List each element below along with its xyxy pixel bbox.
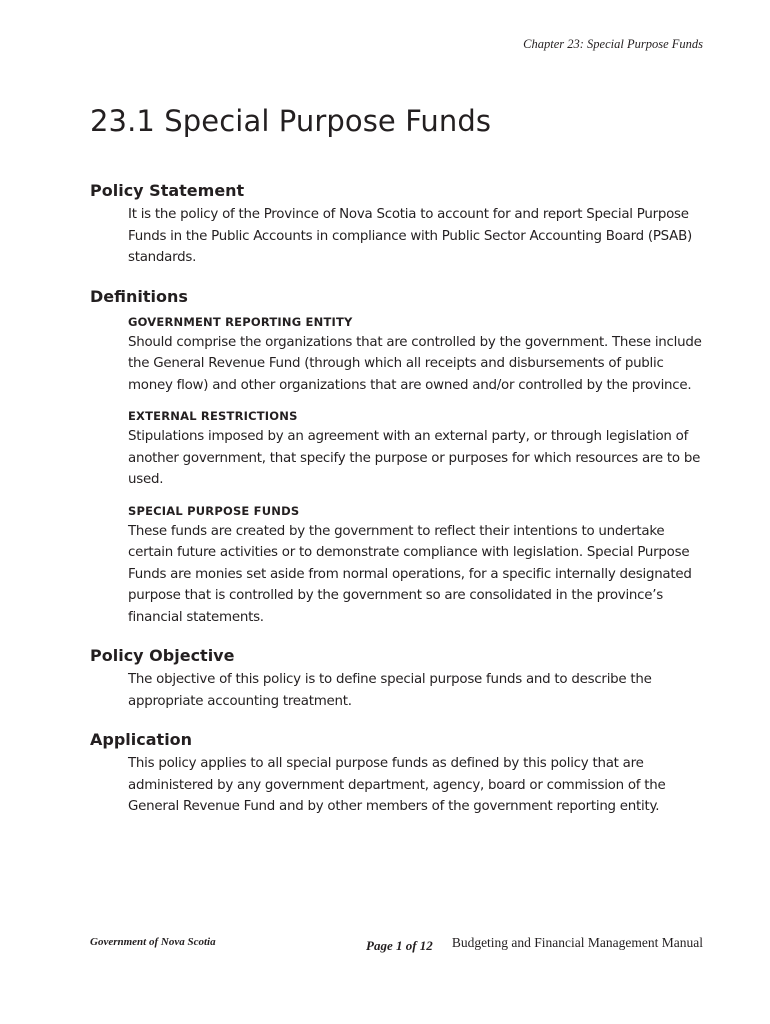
section-policy-statement: [90, 178, 710, 269]
definition-text: Should comprise the organizations that are controlled by the government. These include the General Revenue Fund (through which all receipts and disbursements of public money flow) and other organizations that are owned and/or controlled by the province.: [128, 334, 702, 393]
section-policy-objective: [90, 643, 710, 712]
definition-term: SPECIAL PURPOSE FUNDS: [128, 503, 300, 518]
definition-item: [128, 406, 710, 491]
definition-term: EXTERNAL RESTRICTIONS: [128, 409, 298, 423]
document-body: [90, 178, 710, 833]
footer-manual-title: Budgeting and Financial Management Manual: [451, 935, 703, 950]
section-body: It is the policy of the Province of Nova Scotia to account for and report Special Purpose Funds in the Public Accounts in compliance with Public Sector Accounting Board (PSAB) standards.: [128, 207, 692, 265]
section-heading: Application: [90, 730, 193, 749]
definition-item: [128, 312, 710, 397]
running-header: Chapter 23: Special Purpose Funds: [523, 37, 703, 51]
definition-text: Stipulations imposed by an agreement with an external party, or through legislation of another government, that specify the purpose or purposes for which resources are to be used.: [128, 429, 701, 487]
page-title: 23.1 Special Purpose Funds: [90, 104, 492, 138]
section-heading: Policy Objective: [90, 646, 235, 665]
section-definitions: [90, 284, 710, 629]
definition-item: [128, 501, 710, 629]
section-body: The objective of this policy is to define special purpose funds and to describe the appropriate accounting treatment.: [128, 672, 652, 709]
section-heading: Policy Statement: [90, 181, 245, 200]
section-application: [90, 727, 710, 818]
page-number: Page 1 of 12: [366, 938, 433, 953]
footer-organization: Government of Nova Scotia: [90, 936, 216, 948]
section-body: This policy applies to all special purpose funds as defined by this policy that are administered by any government department, agency, board or commission of the General Revenue Fund and by other members of the government reporting entity.: [128, 756, 666, 814]
definition-term: GOVERNMENT REPORTING ENTITY: [128, 314, 353, 329]
definition-text: These funds are created by the government to reflect their intentions to undertake certain future activities or to demonstrate compliance with legislation. Special Purpose Funds are monies set aside from normal operations, for a specific internally designated purpose that is controlled by the government so are consolidated in the province’s financial statements.: [128, 523, 692, 625]
section-heading: Definitions: [90, 286, 188, 306]
